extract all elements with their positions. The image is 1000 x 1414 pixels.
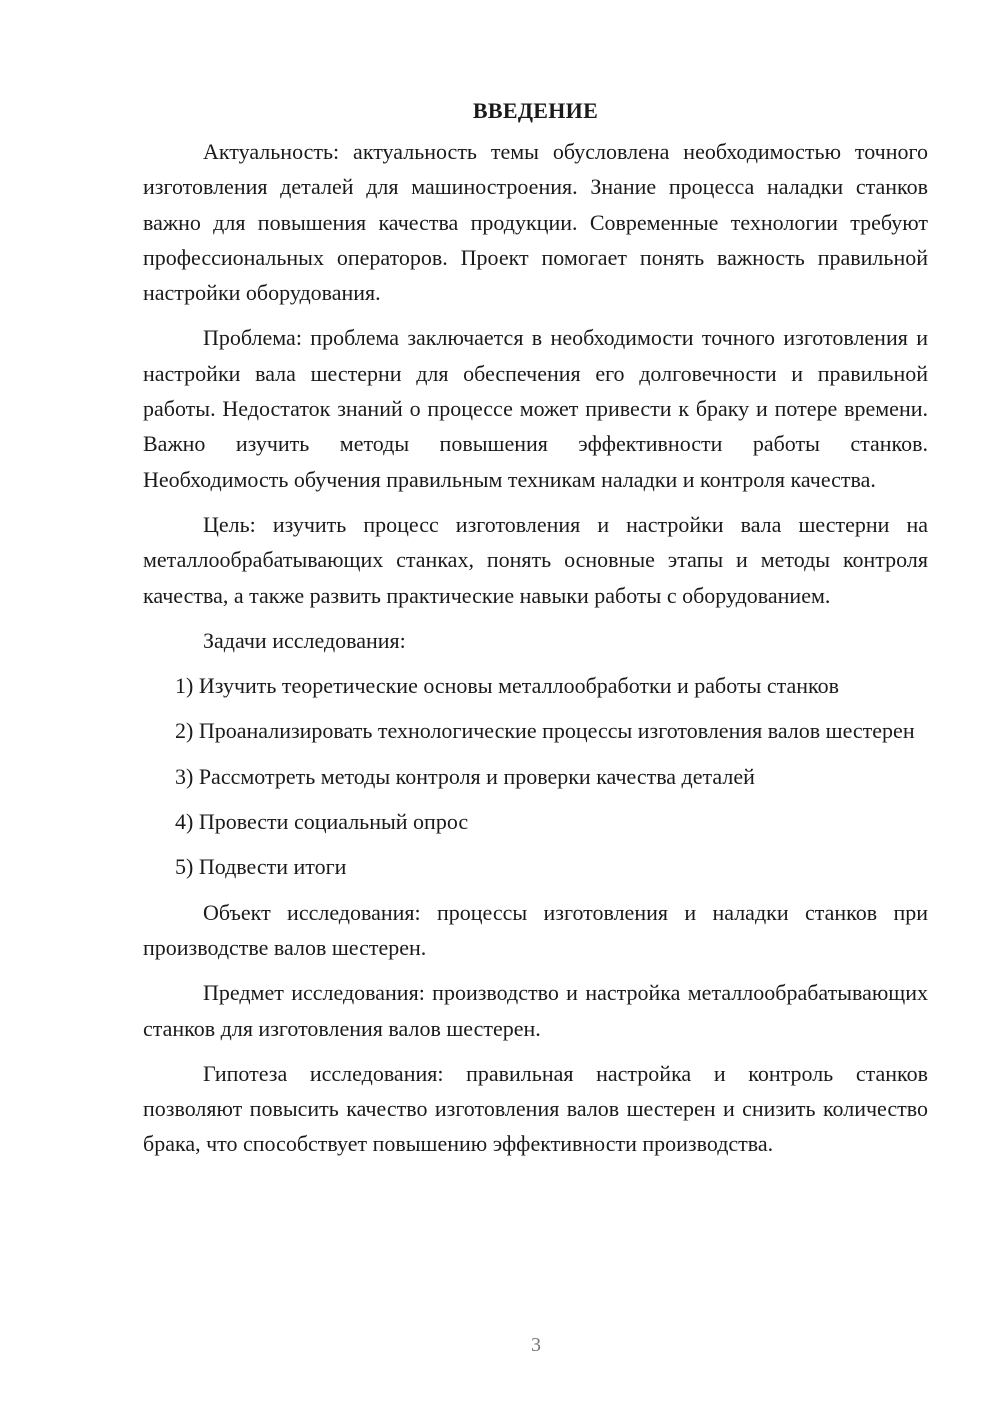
task-item-3: 3) Рассмотреть методы контроля и проверки качества деталей <box>175 763 755 789</box>
paragraph-goal: Цель: изучить процесс изготовления и настройки вала шестерни на металлообрабатывающих станках, понять основные этапы и методы контроля качества, а также развить практические навыки работы с оборудованием. <box>143 511 928 608</box>
tasks-heading: Задачи исследования: <box>203 627 406 653</box>
paragraph-object: Объект исследования: процессы изготовления и наладки станков при производстве валов шестерен. <box>143 899 928 960</box>
task-item-1: 1) Изучить теоретические основы металлообработки и работы станков <box>175 673 839 699</box>
task-item-5: 5) Подвести итоги <box>175 854 347 880</box>
task-item-2: 2) Проанализировать технологические процессы изготовления валов шестерен <box>175 718 915 744</box>
document-page <box>143 96 928 1172</box>
task-item-4: 4) Провести социальный опрос <box>175 809 469 835</box>
paragraph-relevance: Актуальность: актуальность темы обусловлена необходимостью точного изготовления деталей для машиностроения. Знание процесса наладки станков важно для повышения качества продукции. Современные технологии требуют профессиональных операторов. Проект помогает понять важность правильной настройки оборудования. <box>143 139 928 306</box>
paragraph-problem: Проблема: проблема заключается в необходимости точного изготовления и настройки вала шестерни для обеспечения его долговечности и правильной работы. Недостаток знаний о процессе может привести к браку и потере времени. Важно изучить методы повышения эффективности работы станков. Необходимость обучения правильным техникам наладки и контроля качества. <box>143 325 928 492</box>
page-number: 3 <box>531 1334 541 1356</box>
paragraph-subject: Предмет исследования: производство и настройка металлообрабатывающих станков для изготовления валов шестерен. <box>143 980 928 1041</box>
paragraph-hypothesis: Гипотеза исследования: правильная настройка и контроль станков позволяют повысить качество изготовления валов шестерен и снизить количество брака, что способствует повышению эффективности производства. <box>143 1060 928 1157</box>
section-title: ВВЕДЕНИЕ <box>472 98 599 123</box>
